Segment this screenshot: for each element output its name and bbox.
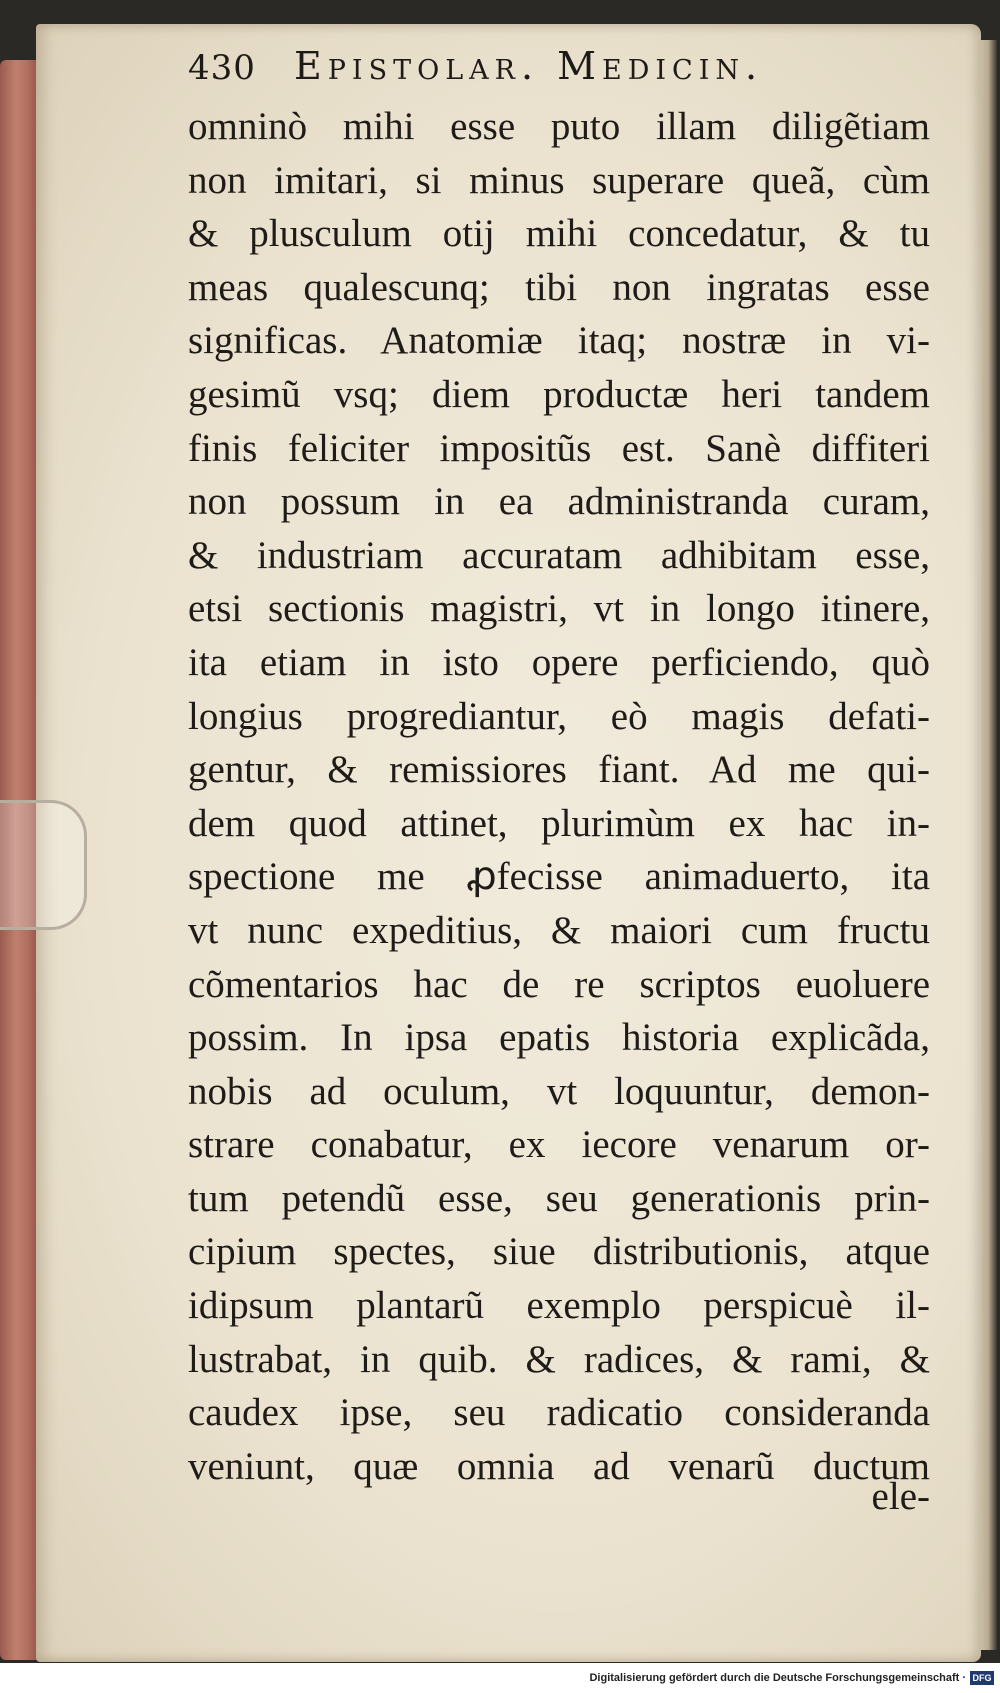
- running-title: Epistolar. Medicin.: [294, 44, 764, 88]
- text-line: finis feliciter impositũs est. Sanè diffiteri: [188, 426, 930, 470]
- page-tab-marker: [0, 800, 87, 930]
- text-line: dem quod attinet, plurimùm ex hac in-: [188, 801, 930, 845]
- text-line: veniunt, quæ omnia ad venarũ ductum: [188, 1444, 930, 1488]
- text-line: gentur, & remissiores fiant. Ad me qui-: [188, 748, 930, 792]
- text-line: longius progrediantur, eò magis defati-: [188, 694, 930, 738]
- text-line: lustrabat, in quib. & radices, & rami, &: [188, 1337, 930, 1381]
- text-line: gesimũ vsq; diem productæ heri tandem: [188, 372, 930, 416]
- text-line: ita etiam in isto opere perficiendo, quò: [188, 640, 930, 684]
- text-line: strare conabatur, ex iecore venarum or-: [188, 1123, 930, 1167]
- text-line: significas. Anatomiæ itaq; nostræ in vi-: [188, 319, 930, 363]
- text-line: & plusculum otij mihi concedatur, & tu: [188, 212, 930, 256]
- text-line: idipsum plantarũ exemplo perspicuè il-: [188, 1284, 930, 1328]
- text-line: tum petendũ esse, seu generationis prin-: [188, 1176, 930, 1220]
- running-header: [188, 44, 948, 88]
- text-block: [188, 100, 930, 1493]
- page-number: 430: [188, 48, 256, 88]
- text-line: cipium spectes, siue distributionis, atque: [188, 1230, 930, 1274]
- text-line: etsi sectionis magistri, vt in longo itinere,: [188, 587, 930, 631]
- text-line: caudex ipse, seu radicatio consideranda: [188, 1391, 930, 1435]
- catchword: ele-: [871, 1475, 930, 1518]
- dfg-logo: DFG: [970, 1671, 994, 1685]
- text-line: nobis ad oculum, vt loquuntur, demon-: [188, 1069, 930, 1113]
- text-line: non possum in ea administranda curam,: [188, 480, 930, 524]
- text-line: vt nunc expeditius, & maiori cum fructu: [188, 908, 930, 952]
- text-line: meas qualescunq; tibi non ingratas esse: [188, 265, 930, 309]
- text-line: & industriam accuratam adhibitam esse,: [188, 533, 930, 577]
- text-line: possim. In ipsa epatis historia explicãda,: [188, 1016, 930, 1060]
- text-line: cõmentarios hac de re scriptos euoluere: [188, 962, 930, 1006]
- digitization-credit: Digitalisierung gefördert durch die Deutsche Forschungsgemeinschaft ·: [589, 1672, 966, 1684]
- text-line: omninò mihi esse puto illam diligẽtiam: [188, 105, 930, 148]
- text-line: non imitari, si minus superare queã, cùm: [188, 158, 930, 202]
- text-line: spectione me ꝓfecisse animaduerto, ita: [188, 855, 930, 899]
